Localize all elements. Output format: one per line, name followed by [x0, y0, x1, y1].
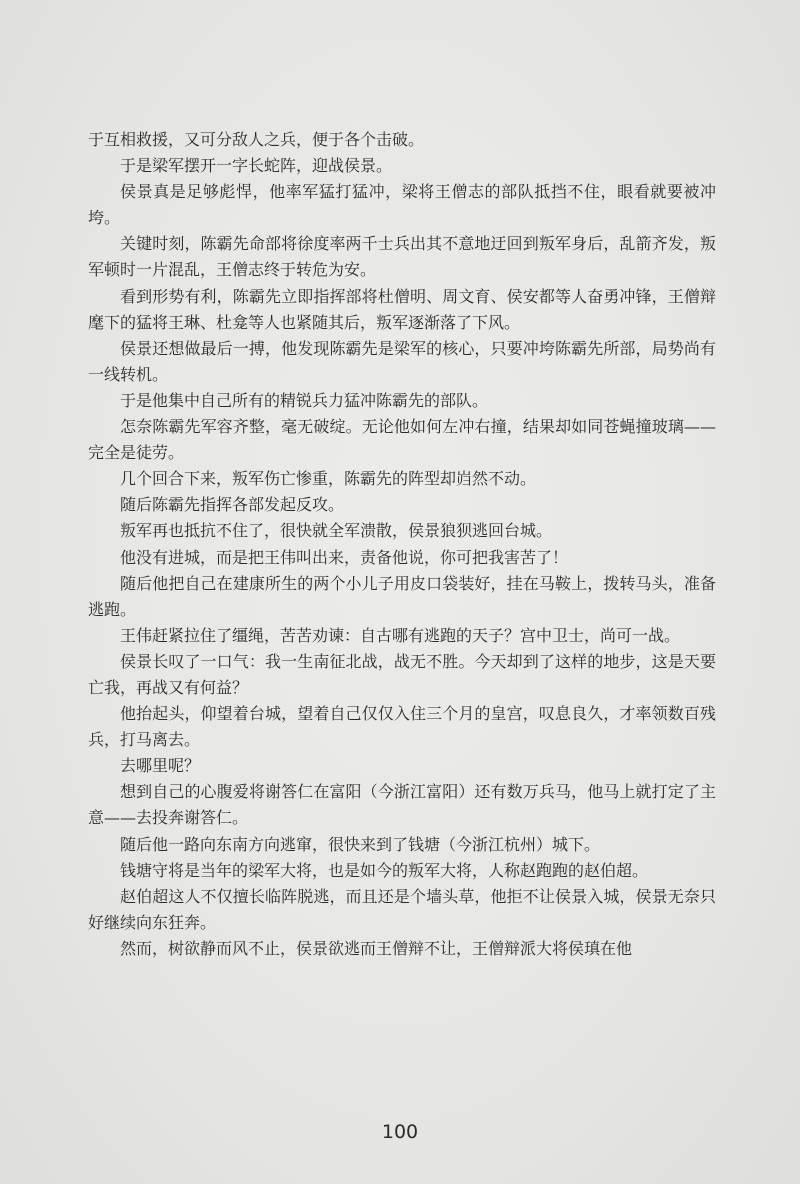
paragraph: 侯景还想做最后一搏，他发现陈霸先是梁军的核心，只要冲垮陈霸先所部，局势尚有一线转机。 [88, 338, 716, 384]
paragraph: 随后他一路向东南方向逃窜，很快来到了钱塘（今浙江杭州）城下。 [120, 834, 601, 854]
paragraph: 看到形势有利，陈霸先立即指挥部将杜僧明、周文育、侯安都等人奋勇冲锋，王僧辩麾下的猛将王琳、杜龛等人也紧随其后，叛军逐渐落了下风。 [88, 286, 716, 332]
paragraph: 王伟赶紧拉住了缰绳，苦苦劝谏：自古哪有逃跑的天子？宫中卫士，尚可一战。 [120, 625, 681, 645]
paragraph: 怎奈陈霸先军容齐整，毫无破绽。无论他如何左冲右撞，结果却如同苍蝇撞玻璃——完全是徒劳。 [88, 417, 716, 463]
page-number: 100 [381, 1121, 419, 1143]
paragraph: 想到自己的心腹爱将谢答仁在富阳（今浙江富阳）还有数万兵马，他马上就打定了主意——去投奔谢答仁。 [88, 782, 716, 828]
paragraph: 几个回合下来，叛军伤亡惨重，陈霸先的阵型却岿然不动。 [120, 469, 537, 489]
paragraph: 侯景长叹了一口气：我一生南征北战，战无不胜。今天却到了这样的地步，这是天要亡我，再战又有何益？ [88, 651, 716, 697]
paragraph: 于互相救援，又可分敌人之兵，便于各个击破。 [88, 130, 425, 149]
paragraph: 于是梁军摆开一字长蛇阵，迎战侯景。 [120, 156, 393, 176]
paragraph: 侯景真是足够彪悍，他率军猛打猛冲，梁将王僧志的部队抵挡不住，眼看就要被冲垮。 [88, 182, 716, 228]
paragraph: 随后他把自己在建康所生的两个小儿子用皮口袋装好，挂在马鞍上，拨转马头，准备逃跑。 [88, 573, 716, 619]
paragraph: 赵伯超这人不仅擅长临阵脱逃，而且还是个墙头草，他拒不让侯景入城，侯景无奈只好继续向东狂奔。 [88, 886, 716, 932]
paragraph: 于是他集中自己所有的精锐兵力猛冲陈霸先的部队。 [120, 390, 489, 410]
paragraph: 叛军再也抵抗不住了，很快就全军溃散，侯景狼狈逃回台城。 [120, 521, 553, 541]
paragraph: 随后陈霸先指挥各部发起反攻。 [120, 495, 345, 515]
paragraph: 去哪里呢？ [120, 756, 201, 776]
paragraph: 他没有进城，而是把王伟叫出来，责备他说，你可把我害苦了！ [120, 547, 569, 567]
body-text [88, 127, 716, 962]
paragraph: 他抬起头，仰望着台城，望着自己仅仅入住三个月的皇宫，叹息良久，才率领数百残兵，打马离去。 [88, 704, 716, 750]
paragraph: 然而，树欲静而风不止，侯景欲逃而王僧辩不让，王僧辩派大将侯瑱在他 [120, 938, 633, 958]
paragraph: 关键时刻，陈霸先命部将徐度率两千士兵出其不意地迂回到叛军身后，乱箭齐发，叛军顿时一片混乱，王僧志终于转危为安。 [88, 234, 716, 280]
paragraph: 钱塘守将是当年的梁军大将，也是如今的叛军大将，人称赵跑跑的赵伯超。 [120, 860, 649, 880]
